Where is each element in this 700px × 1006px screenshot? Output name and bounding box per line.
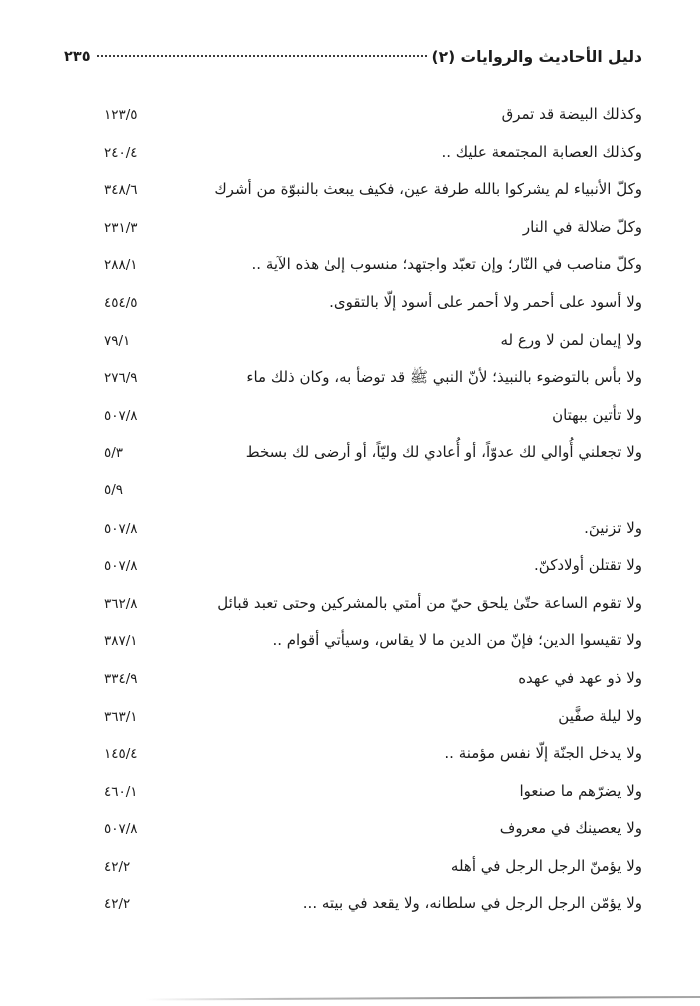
entry-text: وكلّ مناصب في النّار؛ وإن تعبّد واجتهد؛ منسوب إلىٰ هذه الآية ..	[251, 255, 642, 274]
entry-ref: ٢٣١/٣	[104, 219, 138, 236]
entry-text: ولا يضرّهم ما صنعوا	[519, 781, 642, 800]
entry-text: ولا تقوم الساعة حتّىٰ يلحق حيّ من أمتي بالمشركين وحتى تعبد قبائل	[217, 593, 642, 612]
entry-text: ولا يؤمنّ الرجل الرجل في أهله	[450, 856, 642, 875]
entry-ref: ٢٨٨/١	[104, 257, 138, 274]
index-entry-row	[0, 585, 642, 623]
entry-ref: ٥/٣	[104, 445, 124, 462]
index-entry-row	[0, 735, 642, 773]
index-entry-row	[0, 885, 642, 923]
entry-ref: ٤٢/٢	[104, 896, 131, 913]
index-entry-row	[0, 96, 642, 134]
entry-ref: ٣٦٣/١	[104, 708, 138, 725]
entry-ref: ٥٠٧/٨	[104, 520, 138, 537]
entry-ref: ٤٥٤/٥	[104, 294, 138, 311]
entry-text: ولا يدخل الجنّة إلّا نفس مؤمنة ..	[444, 744, 642, 763]
entry-ref: ٣٣٤/٩	[104, 670, 138, 687]
entry-text: وكذلك العصابة المجتمعة عليك ..	[441, 142, 642, 161]
entry-ref: ٤٦٠/١	[104, 783, 138, 800]
entry-text: ولا بأس بالتوضوء بالنبيذ؛ لأنّ النبي ﷺ قد توضأ به، وكان ذلك ماء	[246, 368, 642, 387]
index-entry-row	[0, 810, 642, 848]
dot-leader	[97, 54, 427, 57]
index-entry-row	[0, 622, 642, 660]
index-entry-row	[0, 434, 642, 472]
index-entry-row	[0, 171, 642, 209]
index-entry-row	[0, 510, 642, 548]
entry-ref: ٣٤٨/٦	[104, 182, 138, 199]
index-entry-row	[0, 698, 642, 736]
entry-ref: ١٤٥/٤	[104, 746, 138, 763]
entry-text: ولا تقيسوا الدين؛ فإنّ من الدين ما لا يقاس، وسيأتي أقوام ..	[272, 631, 642, 650]
index-entry-row	[0, 322, 642, 360]
entries-list	[0, 96, 642, 923]
entry-text: ولا تجعلني أُوالي لك عدوّاً، أو أُعادي لك وليّاً، أو أرضى لك بسخط	[245, 443, 642, 462]
entry-text: ولا تزنينَ.	[584, 518, 642, 537]
entry-text: ولا يؤمّن الرجل الرجل في سلطانه، ولا يقعد في بيته ...	[302, 894, 642, 913]
scan-edge-line	[145, 996, 700, 1000]
index-entry-row	[0, 134, 642, 172]
entry-ref: ٣٨٧/١	[104, 633, 138, 650]
index-entry-row	[0, 472, 642, 510]
entry-ref: ٥٠٧/٨	[104, 407, 138, 424]
entry-text: وكذلك البيضة قد تمرق	[501, 105, 642, 123]
entry-text: ولا أسود على أحمر ولا أحمر على أسود إلّا بالتقوى.	[329, 292, 642, 311]
entry-ref: ٥/٩	[104, 481, 124, 498]
entry-ref: ٢٤٠/٤	[104, 144, 138, 161]
index-entry-row	[0, 660, 642, 698]
index-entry-row	[0, 209, 642, 247]
entry-ref: ٧٩/١	[104, 332, 131, 349]
index-entry-row	[0, 397, 642, 435]
entry-text: ولا تأتين ببهتان	[552, 405, 642, 424]
entry-text: ولا إيمان لمن لا ورع له	[500, 330, 642, 349]
entry-text: وكلّ الأنبياء لم يشركوا بالله طرفة عين، فكيف يبعث بالنبوّة من أشرك	[214, 180, 642, 199]
index-entry-row	[0, 359, 642, 397]
entry-ref: ١٢٣/٥	[104, 107, 138, 123]
index-entry-row	[0, 773, 642, 811]
entry-text: ولا ذو عهد في عهده	[518, 668, 642, 687]
page-header	[60, 48, 642, 66]
entry-ref: ٢٧٦/٩	[104, 370, 138, 387]
entry-ref: ٥٠٧/٨	[104, 821, 138, 838]
entry-ref: ٥٠٧/٨	[104, 558, 138, 575]
index-entry-row	[0, 284, 642, 322]
entry-text: ولا تقتلن أولادكنّ.	[534, 556, 642, 575]
index-entry-row	[0, 246, 642, 284]
entry-text: ولا يعصينك في معروف	[499, 819, 642, 838]
entry-ref: ٣٦٢/٨	[104, 595, 138, 612]
entry-text: ولا ليلة صفَّين	[558, 706, 642, 725]
running-head-title: دليل الأحاديث والروايات (٢)	[431, 48, 642, 66]
page-number: ٢٣٥	[64, 49, 91, 65]
entry-ref: ٤٢/٢	[104, 858, 131, 875]
index-entry-row	[0, 848, 642, 886]
index-entry-row	[0, 547, 642, 585]
entry-text: وكلّ ضلالة في النار	[522, 217, 642, 236]
